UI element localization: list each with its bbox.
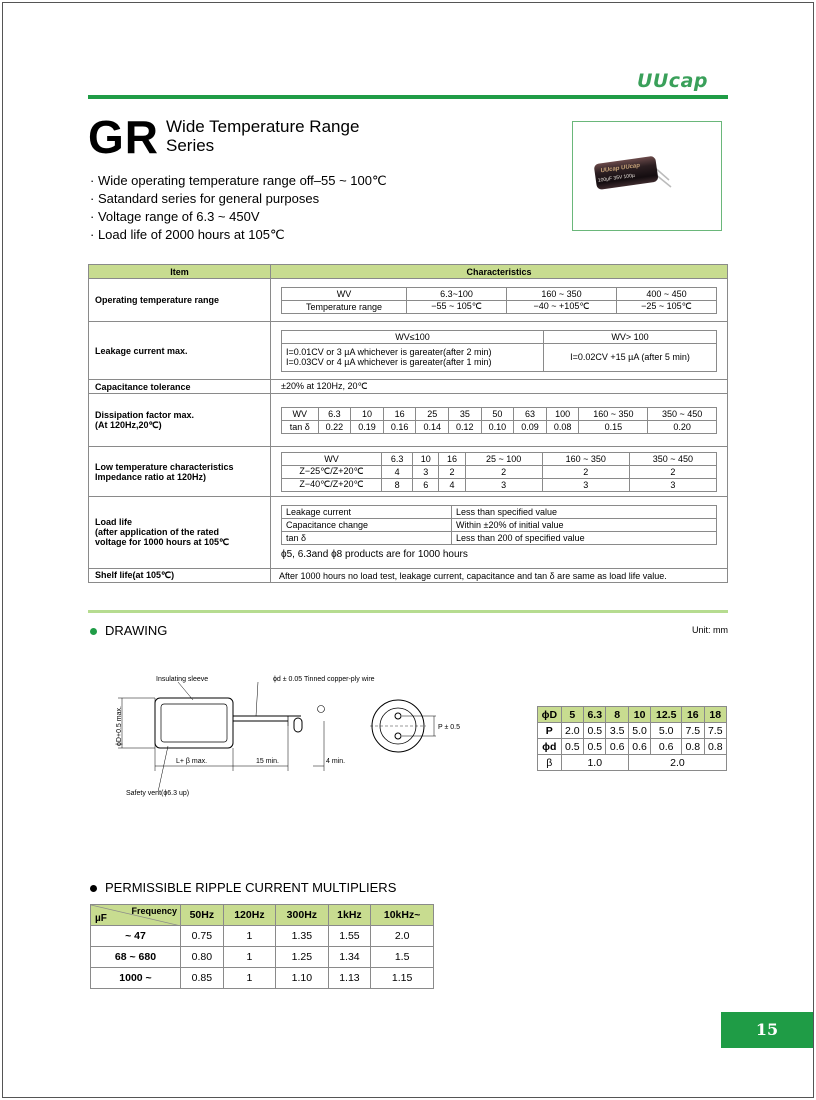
operating-temp-table xyxy=(281,287,717,314)
dim-phiD-cell: 18 xyxy=(704,707,726,723)
operating-temp-row-label: Temperature range xyxy=(282,300,407,313)
dim-P-cell: 5.0 xyxy=(651,723,682,739)
dissipation-tan-cell: 0.08 xyxy=(546,420,579,433)
pitch-label: P ± 0.5 xyxy=(438,724,461,731)
load-life-label-line3: voltage for 1000 hours at 105℃ xyxy=(95,537,230,547)
dissipation-label xyxy=(89,394,271,447)
low-temp-wv-cell: 350 ~ 450 xyxy=(629,452,716,465)
top-rule xyxy=(88,95,728,99)
leakage-table xyxy=(281,330,717,372)
dissipation-wv-cell: 16 xyxy=(383,407,416,420)
feature-item: · Load life of 2000 hours at 105℃ xyxy=(90,226,387,244)
page-number: 15 xyxy=(721,1012,813,1048)
low-temp-row2-cell: 3 xyxy=(465,478,542,491)
low-temp-row1-cell: 2 xyxy=(439,465,465,478)
dissipation-tan-cell: 0.15 xyxy=(579,420,648,433)
dim-P-cell: 2.0 xyxy=(561,723,583,739)
series-title-line2: Series xyxy=(166,136,215,155)
dissipation-wv-cell: 100 xyxy=(546,407,579,420)
feature-list xyxy=(90,172,387,244)
leakage-label: Leakage current max. xyxy=(89,322,271,380)
load-life-criterion: Within ±20% of initial value xyxy=(452,519,717,532)
capacitance-value: ±20% at 120Hz, 20℃ xyxy=(271,380,728,394)
dissipation-table xyxy=(281,407,717,434)
low-temp-label-line2: Impedance ratio at 120Hz) xyxy=(95,471,207,482)
dissipation-wv-cell: 35 xyxy=(449,407,482,420)
ripple-value: 0.75 xyxy=(181,926,224,947)
unit-label: Unit: mm xyxy=(692,625,728,635)
low-temp-wv-cell: 10 xyxy=(413,452,439,465)
load-life-label-line2: (after application of the rated xyxy=(95,527,220,537)
wire-label: ϕd ± 0.05 Tinned copper-ply wire xyxy=(273,676,375,683)
dim-phiD-cell: 5 xyxy=(561,707,583,723)
dim-phiD-label: ϕD xyxy=(538,707,562,723)
dissipation-wv-cell: 160 ~ 350 xyxy=(579,407,648,420)
ripple-value: 0.85 xyxy=(181,968,224,989)
ripple-value: 2.0 xyxy=(371,926,434,947)
dim-phiD-cell: 12.5 xyxy=(651,707,682,723)
lead-length-label: 15 min. xyxy=(256,758,279,765)
dim-P-cell: 7.5 xyxy=(682,723,704,739)
low-temp-table xyxy=(281,452,717,492)
lead-tip-label: 4 min. xyxy=(326,758,346,765)
ripple-value: 1.15 xyxy=(371,968,434,989)
operating-temp-label: Operating temperature range xyxy=(89,279,271,322)
dim-P-cell: 5.0 xyxy=(628,723,650,739)
operating-temp-cell: −25 ~ 105℃ xyxy=(616,300,716,313)
diameter-label: ϕD+0.5 max. xyxy=(116,706,123,746)
photo-band-text: UUcap UUcap xyxy=(600,162,641,175)
feature-item: · Wide operating temperature range off–55 ~ 100℃ xyxy=(90,172,387,190)
spec-table xyxy=(88,264,728,583)
low-temp-row2-label: Z−40℃/Z+20℃ xyxy=(282,478,382,491)
dissipation-wv-cell: 25 xyxy=(416,407,449,420)
dim-phid-cell: 0.8 xyxy=(682,739,704,755)
low-temp-row2-cell: 8 xyxy=(382,478,413,491)
ripple-value: 1 xyxy=(223,947,275,968)
vent-label: Safety vent(ϕ6.3 up) xyxy=(126,790,190,797)
dissipation-tan-cell: 0.22 xyxy=(318,420,351,433)
leakage-col1-line1: I=0.01CV or 3 µA whichever is gareater(after 2 min) xyxy=(286,347,492,357)
low-temp-row1-cell: 2 xyxy=(629,465,716,478)
low-temp-wv-label: WV xyxy=(282,452,382,465)
dimension-drawing xyxy=(108,668,468,808)
series-code: GR xyxy=(88,111,159,163)
leakage-col1-head: WV≤100 xyxy=(282,330,544,343)
dim-phid-cell: 0.6 xyxy=(606,739,628,755)
load-life-table xyxy=(281,505,717,545)
ripple-freq-header: 300Hz xyxy=(276,905,328,926)
load-life-criterion: Less than 200 of specified value xyxy=(452,532,717,545)
ripple-table xyxy=(90,904,434,989)
dissipation-wv-cell: 10 xyxy=(351,407,384,420)
load-life-label-line1: Load life xyxy=(95,517,133,527)
spec-header-item: Item xyxy=(89,265,271,279)
ripple-value: 1 xyxy=(223,968,275,989)
ripple-freq-header: 120Hz xyxy=(223,905,275,926)
ripple-freq-header: 50Hz xyxy=(181,905,224,926)
operating-wv-cell: 6.3~100 xyxy=(407,287,507,300)
dim-beta-label: β xyxy=(538,755,562,771)
leakage-col2-head: WV> 100 xyxy=(544,330,717,343)
dim-phid-cell: 0.5 xyxy=(561,739,583,755)
dim-phid-label: ϕd xyxy=(538,739,562,755)
low-temp-wv-cell: 16 xyxy=(439,452,465,465)
load-life-label xyxy=(89,497,271,569)
dissipation-tan-cell: 0.12 xyxy=(449,420,482,433)
dim-phiD-cell: 8 xyxy=(606,707,628,723)
drawing-heading: DRAWING xyxy=(90,623,167,638)
low-temp-row1-cell: 3 xyxy=(413,465,439,478)
ripple-value: 1.34 xyxy=(328,947,371,968)
ripple-row-label: 68 ~ 680 xyxy=(91,947,181,968)
low-temp-wv-cell: 6.3 xyxy=(382,452,413,465)
low-temp-row1-label: Z−25℃/Z+20℃ xyxy=(282,465,382,478)
ripple-value: 1.35 xyxy=(276,926,328,947)
dim-P-cell: 7.5 xyxy=(704,723,726,739)
dim-phid-cell: 0.6 xyxy=(628,739,650,755)
leakage-col2-value: I=0.02CV +15 µA (after 5 min) xyxy=(544,343,717,371)
ripple-value: 1 xyxy=(223,926,275,947)
dim-phid-cell: 0.5 xyxy=(584,739,606,755)
dimension-table xyxy=(537,706,727,771)
shelf-life-value: After 1000 hours no load test, leakage current, capacitance and tan δ are same as load life value. xyxy=(271,569,728,583)
ripple-row-label: 1000 ~ xyxy=(91,968,181,989)
ripple-value: 0.80 xyxy=(181,947,224,968)
operating-wv-label: WV xyxy=(282,287,407,300)
shelf-life-label: Shelf life(at 105℃) xyxy=(89,569,271,583)
load-life-criterion: Less than specified value xyxy=(452,506,717,519)
low-temp-row1-cell: 2 xyxy=(465,465,542,478)
dim-P-label: P xyxy=(538,723,562,739)
dim-P-cell: 3.5 xyxy=(606,723,628,739)
load-life-param: tan δ xyxy=(282,532,452,545)
ripple-value: 1.13 xyxy=(328,968,371,989)
dim-beta-cell: 1.0 xyxy=(561,755,628,771)
ripple-corner xyxy=(91,905,181,926)
dissipation-tan-cell: 0.16 xyxy=(383,420,416,433)
spec-header-characteristics: Characteristics xyxy=(271,265,728,279)
operating-temp-cell: −40 ~ +105℃ xyxy=(507,300,617,313)
dissipation-tan-cell: 0.09 xyxy=(514,420,547,433)
dim-phiD-cell: 16 xyxy=(682,707,704,723)
load-life-param: Leakage current xyxy=(282,506,452,519)
dissipation-wv-cell: 6.3 xyxy=(318,407,351,420)
section-rule xyxy=(88,610,728,613)
low-temp-wv-cell: 25 ~ 100 xyxy=(465,452,542,465)
low-temp-row1-cell: 4 xyxy=(382,465,413,478)
low-temp-row2-cell: 3 xyxy=(542,478,629,491)
ripple-heading: PERMISSIBLE RIPPLE CURRENT MULTIPLIERS xyxy=(90,880,396,895)
feature-item: · Voltage range of 6.3 ~ 450V xyxy=(90,208,387,226)
operating-temp-cell: −55 ~ 105℃ xyxy=(407,300,507,313)
dissipation-tan-cell: 0.14 xyxy=(416,420,449,433)
ripple-value: 1.25 xyxy=(276,947,328,968)
operating-wv-cell: 400 ~ 450 xyxy=(616,287,716,300)
load-life-param: Capacitance change xyxy=(282,519,452,532)
dissipation-tan-cell: 0.10 xyxy=(481,420,514,433)
dim-beta-cell: 2.0 xyxy=(628,755,726,771)
dim-P-cell: 0.5 xyxy=(584,723,606,739)
low-temp-label xyxy=(89,447,271,497)
series-title-line1: Wide Temperature Range xyxy=(166,117,360,136)
dissipation-wv-label: WV xyxy=(282,407,319,420)
feature-item: · Satandard series for general purposes xyxy=(90,190,387,208)
low-temp-row2-cell: 4 xyxy=(439,478,465,491)
ripple-value: 1.5 xyxy=(371,947,434,968)
operating-wv-cell: 160 ~ 350 xyxy=(507,287,617,300)
ripple-value: 1.55 xyxy=(328,926,371,947)
low-temp-row2-cell: 3 xyxy=(629,478,716,491)
low-temp-label-line1: Low temperature characteristics xyxy=(95,461,234,472)
leakage-col1-line2: I=0.03CV or 4 µA whichever is gareater(after 1 min) xyxy=(286,357,492,367)
ripple-value: 1.10 xyxy=(276,968,328,989)
brand-logo: UUcap xyxy=(636,70,708,92)
dissipation-tan-cell: 0.19 xyxy=(351,420,384,433)
dissipation-wv-cell: 350 ~ 450 xyxy=(648,407,717,420)
low-temp-row2-cell: 6 xyxy=(413,478,439,491)
dissipation-wv-cell: 63 xyxy=(514,407,547,420)
low-temp-row1-cell: 2 xyxy=(542,465,629,478)
photo-rating-text: 100µF 35V 100µ xyxy=(597,172,636,184)
dissipation-tan-cell: 0.20 xyxy=(648,420,717,433)
ripple-corner-frequency: Frequency xyxy=(131,906,177,916)
low-temp-wv-cell: 160 ~ 350 xyxy=(542,452,629,465)
ripple-row-label: ~ 47 xyxy=(91,926,181,947)
product-photo xyxy=(572,121,722,231)
dissipation-label-line1: Dissipation factor max. xyxy=(95,409,195,420)
dim-phiD-cell: 6.3 xyxy=(584,707,606,723)
ripple-freq-header: 10kHz~ xyxy=(371,905,434,926)
ripple-corner-uf: µF xyxy=(95,913,107,924)
dim-phid-cell: 0.8 xyxy=(704,739,726,755)
dim-phid-cell: 0.6 xyxy=(651,739,682,755)
dissipation-label-line2: (At 120Hz,20℃) xyxy=(95,419,162,430)
dissipation-wv-cell: 50 xyxy=(481,407,514,420)
sleeve-label: Insulating sleeve xyxy=(156,676,209,683)
load-life-note: ϕ5, 6.3and ϕ8 products are for 1000 hours xyxy=(281,549,468,560)
capacitance-label: Capacitance tolerance xyxy=(89,380,271,394)
series-title xyxy=(166,117,359,155)
dissipation-tan-label: tan δ xyxy=(282,420,319,433)
length-label: L+ β max. xyxy=(176,758,208,765)
ripple-freq-header: 1kHz xyxy=(328,905,371,926)
dim-phiD-cell: 10 xyxy=(628,707,650,723)
